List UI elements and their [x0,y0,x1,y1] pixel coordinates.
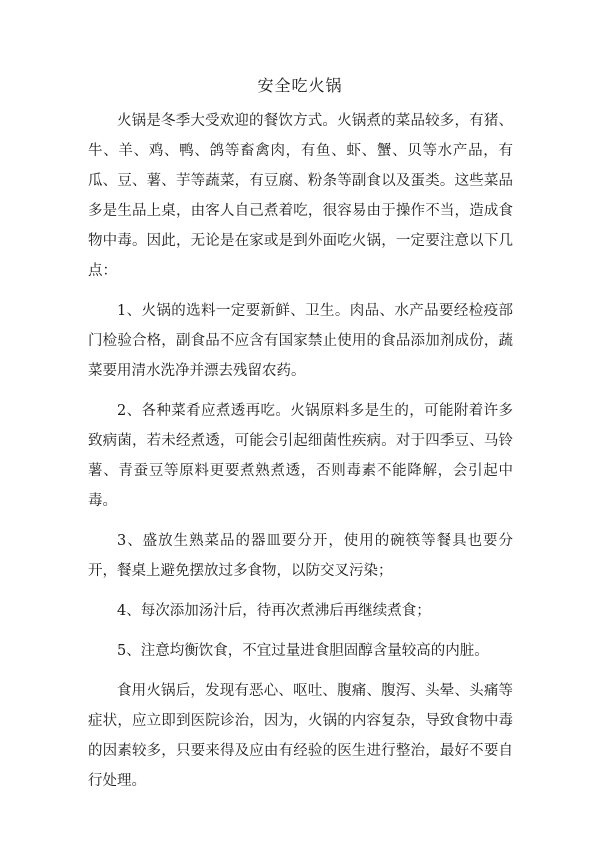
paragraph-point-1: 1、火锅的选料一定要新鲜、卫生。肉品、水产品要经检疫部门检验合格，副食品不应含有国家禁止使用的食品添加剂成份，蔬菜要用清水洗净并漂去残留农药。 [88,303,513,379]
document-body [88,106,513,806]
paragraph-intro: 火锅是冬季大受欢迎的餐饮方式。火锅煮的菜品较多，有猪、牛、羊、鸡、鸭、鸽等畜禽肉，有鱼、虾、蟹、贝等水产品，有瓜、豆、薯、芋等蔬菜，有豆腐、粉条等副食以及蛋类。这些菜品多是生品上桌，由客人自己煮着吃，很容易由于操作不当，造成食物中毒。因此，无论是在家或是到外面吃火锅，一定要注意以下几点： [88,113,513,279]
paragraph-point-4: 4、每次添加汤汁后，待再次煮沸后再继续煮食； [117,603,431,619]
paragraph-point-3: 3、盛放生熟菜品的器皿要分开，使用的碗筷等餐具也要分开，餐桌上避免摆放过多食物，以防交叉污染； [88,533,513,579]
paragraph-point-5: 5、注意均衡饮食，不宜过量进食胆固醇含量较高的内脏。 [117,643,489,659]
document-title: 安全吃火锅 [257,76,343,95]
paragraph-conclusion: 食用火锅后，发现有恶心、呕吐、腹痛、腹泻、头晕、头痛等症状，应立即到医院诊治，因为，火锅的内容复杂，导致食物中毒的因素较多，只要来得及应由有经验的医生进行整治，最好不要自行处理。 [88,683,513,789]
paragraph-point-2: 2、各种菜肴应煮透再吃。火锅原料多是生的，可能附着许多致病菌，若未经煮透，可能会引起细菌性疾病。对于四季豆、马铃薯、青蚕豆等原料更要煮熟煮透，否则毒素不能降解，会引起中毒。 [88,403,513,509]
